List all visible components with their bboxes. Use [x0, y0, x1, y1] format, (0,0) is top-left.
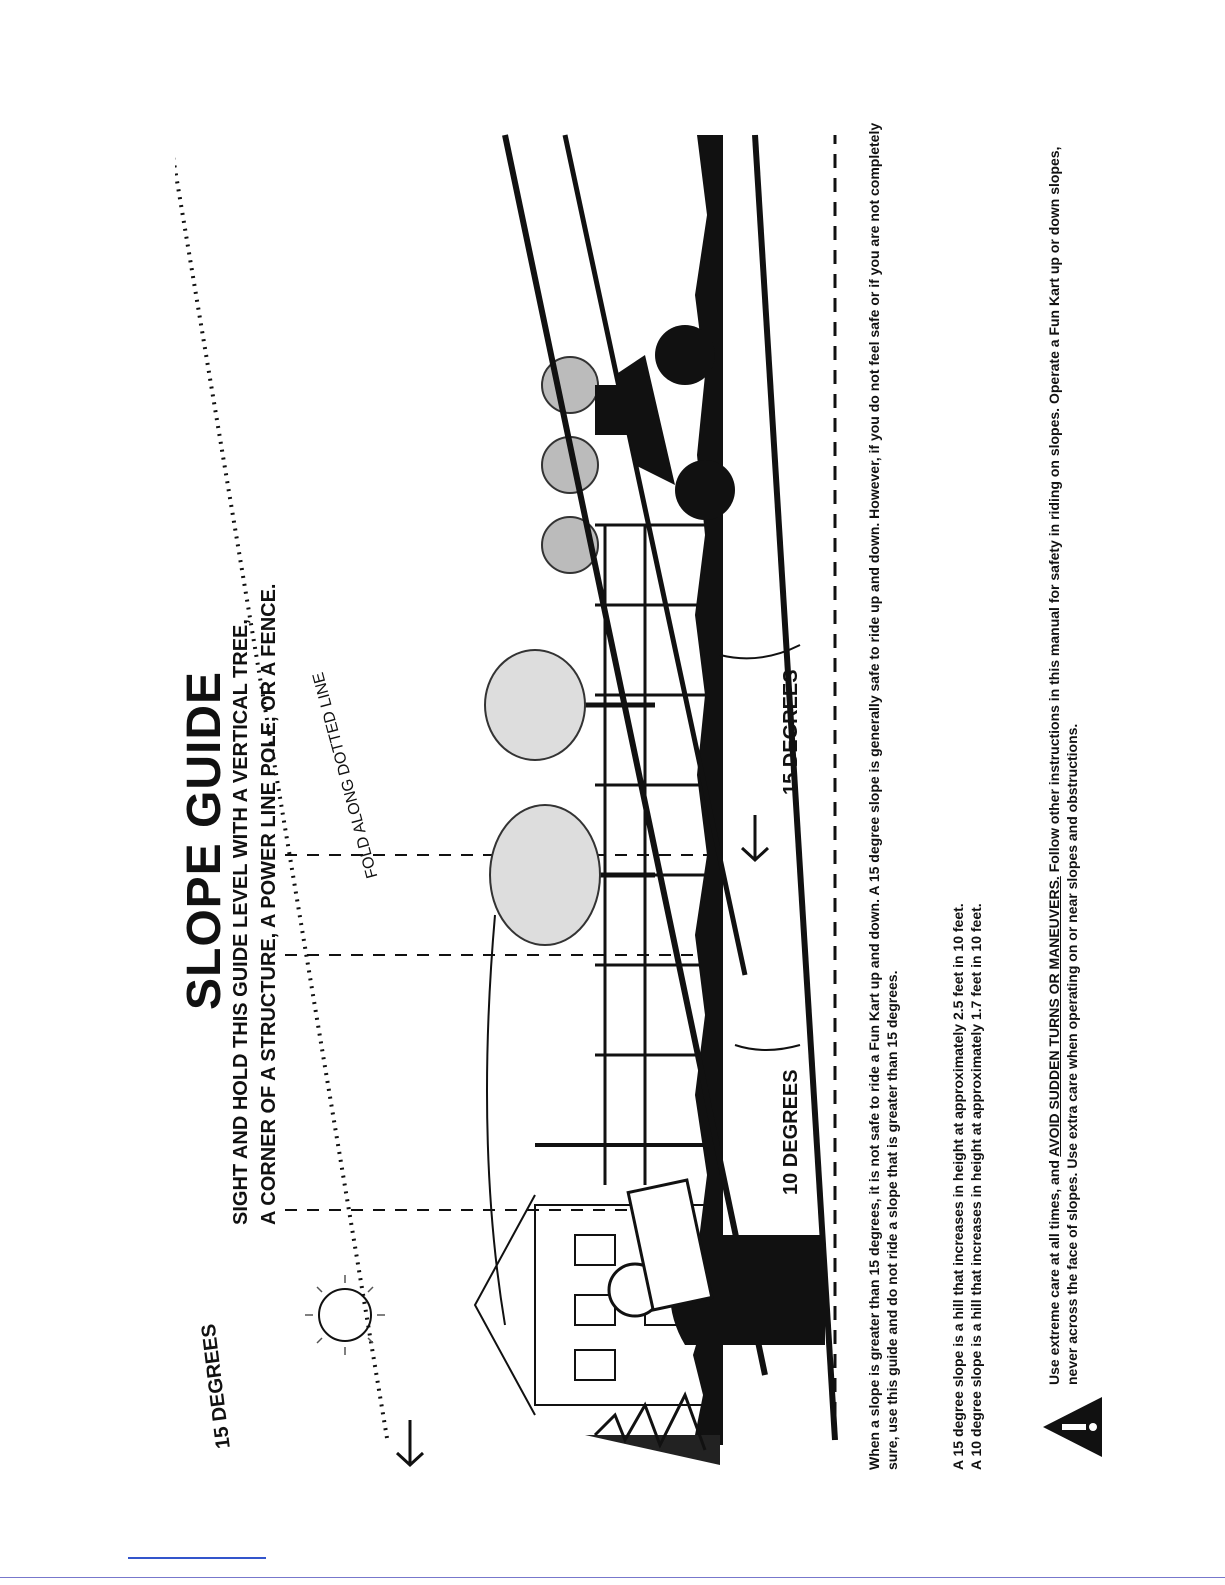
- sun-rays: [305, 1275, 385, 1355]
- hill-10-note: A 10 degree slope is a hill that increases in height at approximately 1.7 feet in 10 feet.: [968, 903, 984, 1470]
- warning-emphasis: AVOID SUDDEN TURNS OR MANEUVERS.: [1046, 876, 1062, 1157]
- warning-text: [1045, 115, 1081, 1385]
- footer-link-underline[interactable]: [128, 1557, 266, 1559]
- power-wire: [487, 915, 505, 1325]
- arc-10: [735, 1045, 800, 1050]
- fold-label: FOLD ALONG DOTTED LINE: [310, 670, 382, 880]
- subtitle-line-2: A CORNER OF A STRUCTURE, A POWER LINE POLE, OR A FENCE.: [258, 583, 280, 1225]
- label-10-degrees: 10 DEGREES: [780, 1069, 802, 1195]
- label-15-degrees: 15 DEGREES: [780, 669, 802, 795]
- slope-illustration: [175, 100, 1185, 1475]
- warning-post: Follow other instructions in this manual for safety in riding on slopes. Operate a Fun Kart up or down slopes, never across the face of slopes. Use extra care when operating on or near slopes and obstructions.: [1046, 146, 1080, 1385]
- warning-pre: Use extreme care at all times, and: [1046, 1156, 1062, 1385]
- warning-triangle-icon: [1040, 1394, 1106, 1460]
- subtitle-line-1: SIGHT AND HOLD THIS GUIDE LEVEL WITH A VERTICAL TREE,: [230, 619, 252, 1225]
- page-bottom-rule: [0, 1577, 1225, 1578]
- top-angle-label: 15 DEGREES: [197, 1322, 235, 1450]
- slope-guide-sheet: [175, 100, 1185, 1475]
- page-title: SLOPE GUIDE: [178, 670, 231, 1010]
- slope-paragraph: When a slope is greater than 15 degrees, it is not safe to ride a Fun Kart up and down. A 15 degree slope is generally safe to ride up and down. However, if you do not feel safe or if you are not completely sure, use this guide and do not ride a slope that is greater than 15 degrees.: [866, 122, 900, 1470]
- sun-icon: [319, 1289, 371, 1341]
- hill-15-note: A 15 degree slope is a hill that increases in height at approximately 2.5 feet in 10 feet.: [950, 903, 966, 1470]
